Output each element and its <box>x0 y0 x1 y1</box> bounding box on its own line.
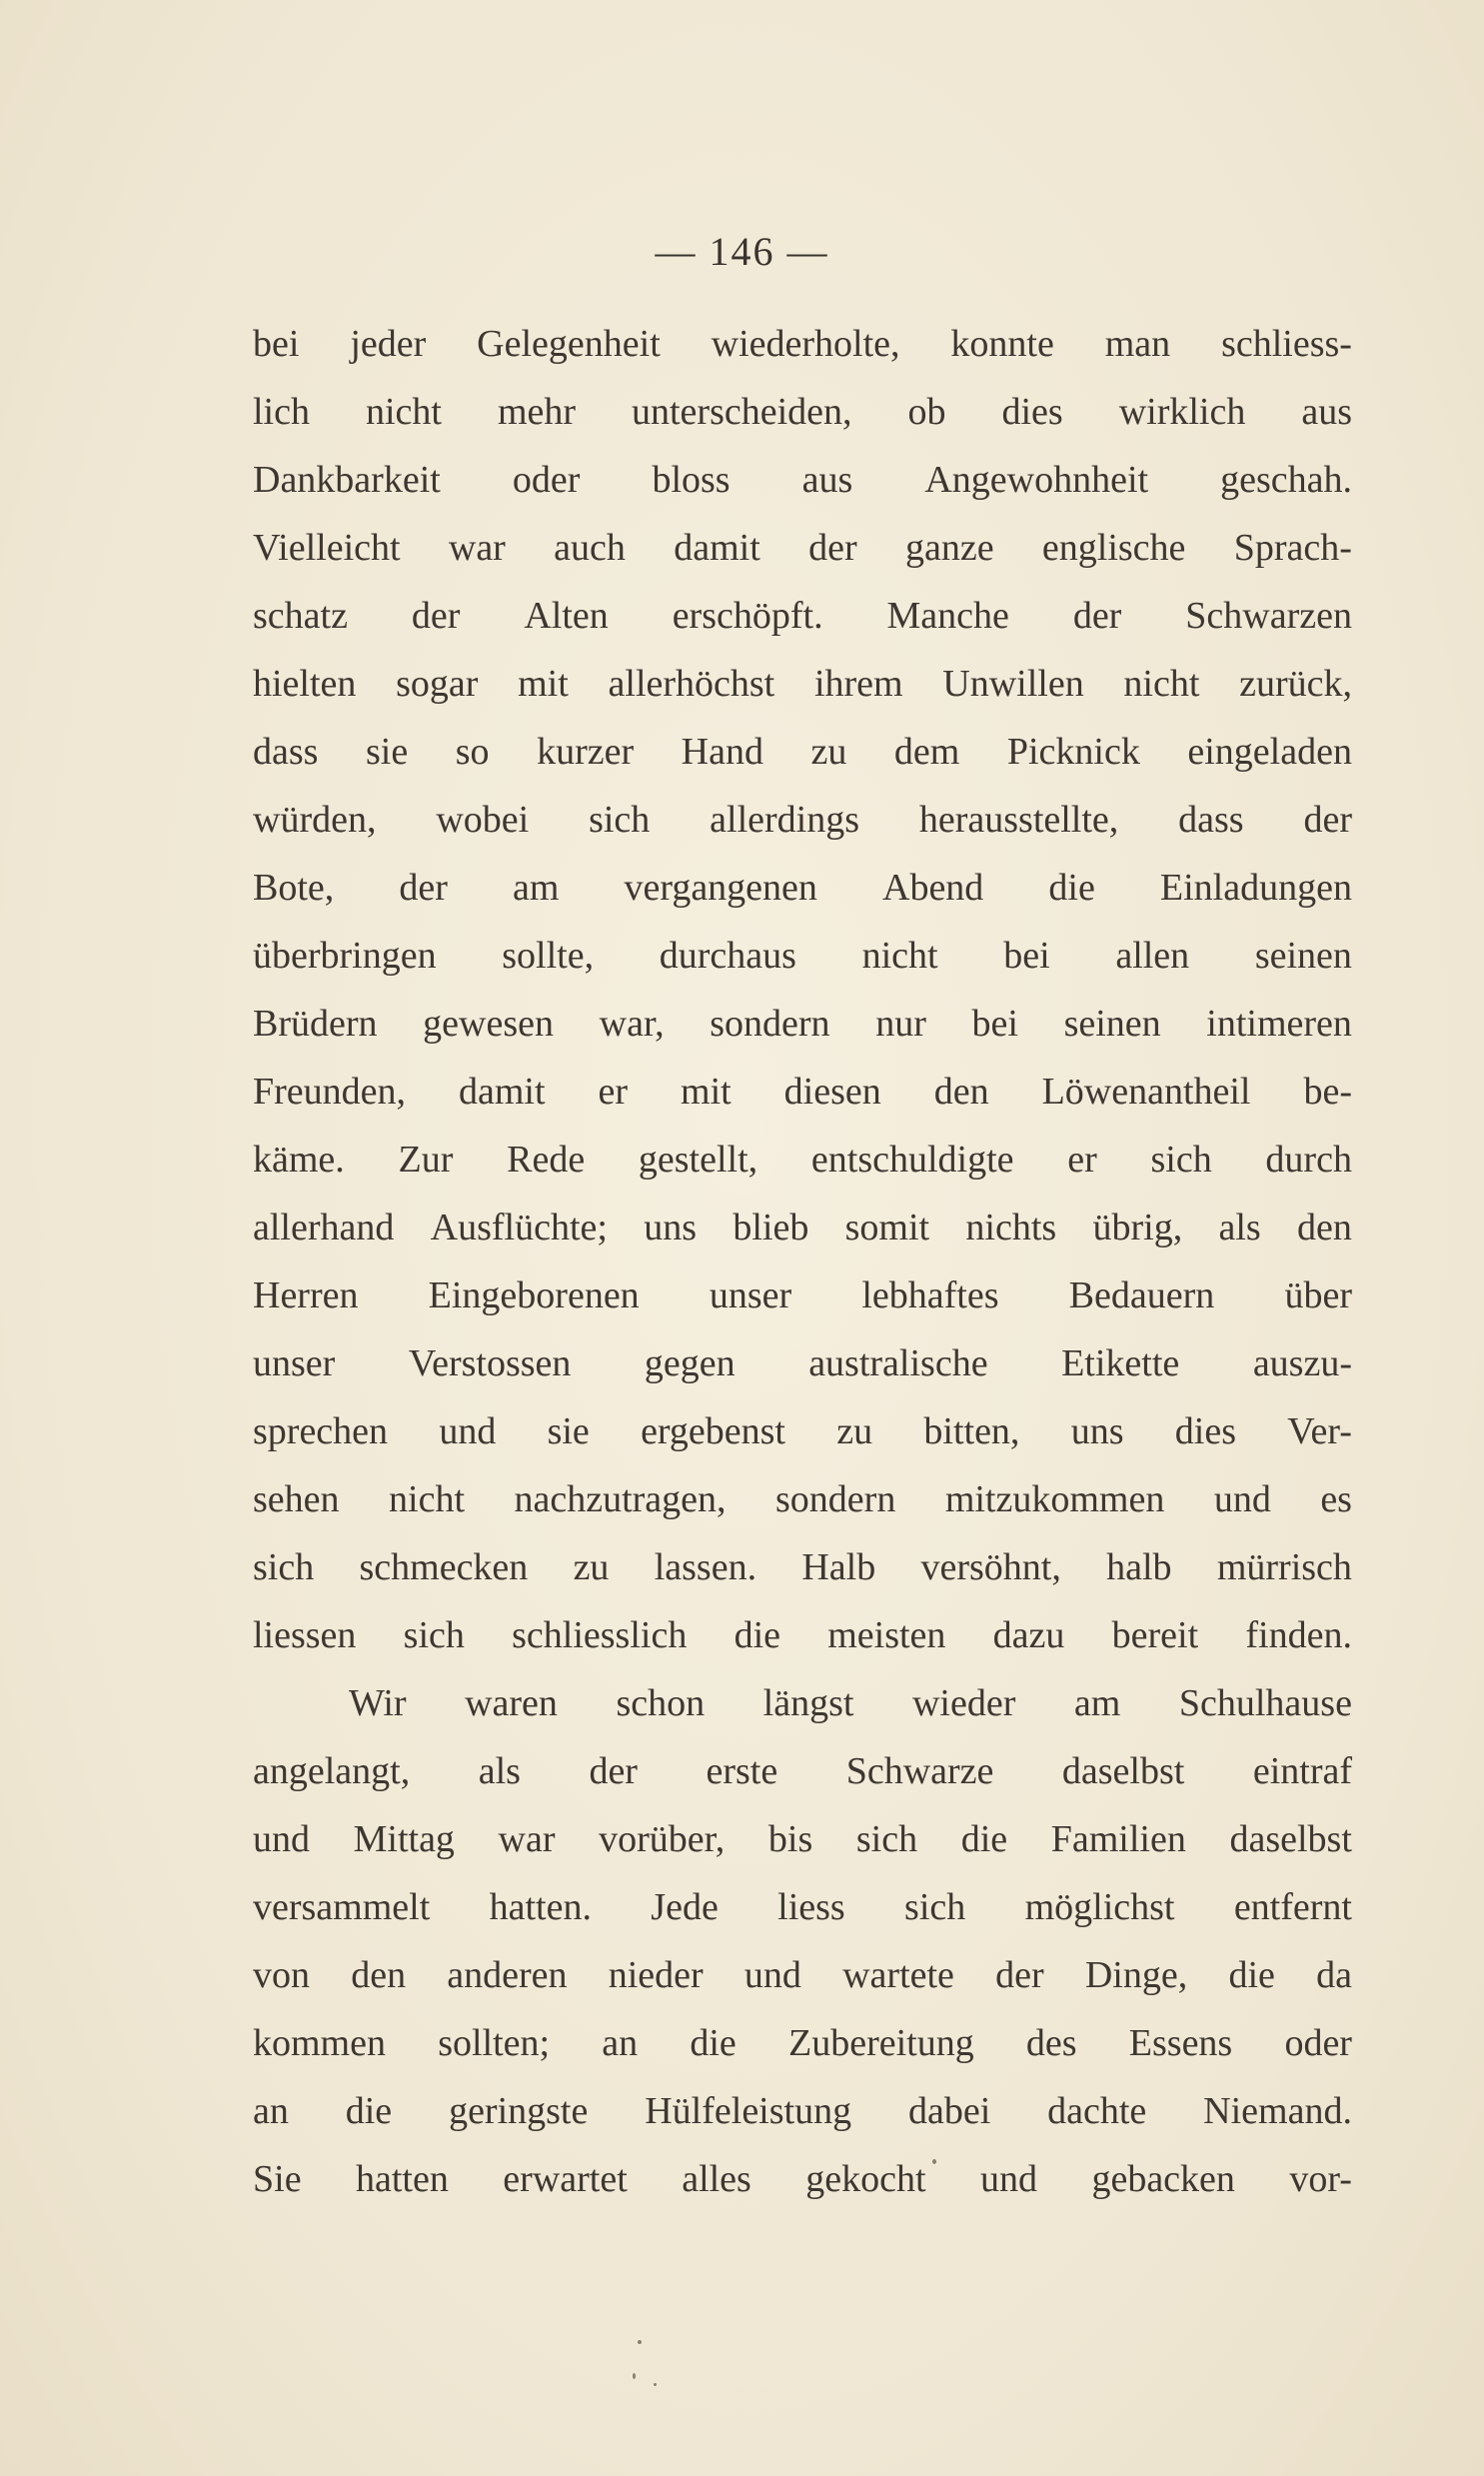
paper-speck <box>633 2373 636 2379</box>
text-line: hielten sogar mit allerhöchst ihrem Unwillen nicht zurück, <box>253 663 1352 705</box>
text-line: sich schmecken zu lassen. Halb versöhnt, halb mürrisch <box>253 1546 1352 1588</box>
text-line: kommen sollten; an die Zubereitung des Essens oder <box>253 2022 1352 2064</box>
paper-speck <box>932 2159 936 2164</box>
text-line: versammelt hatten. Jede liess sich möglichst entfernt <box>253 1886 1352 1928</box>
text-line: und Mittag war vorüber, bis sich die Familien daselbst <box>253 1818 1352 1860</box>
text-line: überbringen sollte, durchaus nicht bei allen seinen <box>253 935 1352 977</box>
text-line: Wir waren schon längst wieder am Schulhause <box>349 1682 1352 1724</box>
text-line: Sie hatten erwartet alles gekocht und gebacken vor- <box>253 2158 1352 2200</box>
text-line: schatz der Alten erschöpft. Manche der Schwarzen <box>253 595 1352 637</box>
text-line: Bote, der am vergangenen Abend die Einladungen <box>253 867 1352 909</box>
page-number-header: — 146 — <box>655 229 829 274</box>
body-text <box>253 310 1352 2213</box>
text-line: Freunden, damit er mit diesen den Löwenantheil be- <box>253 1071 1352 1113</box>
text-line: an die geringste Hülfeleistung dabei dachte Niemand. <box>253 2090 1352 2132</box>
text-line: angelangt, als der erste Schwarze daselbst eintraf <box>253 1750 1352 1792</box>
text-line: bei jeder Gelegenheit wiederholte, konnte man schliess- <box>253 323 1352 365</box>
text-line: Vielleicht war auch damit der ganze englische Sprach- <box>253 527 1352 569</box>
text-line: käme. Zur Rede gestellt, entschuldigte er sich durch <box>253 1139 1352 1181</box>
text-line: dass sie so kurzer Hand zu dem Picknick eingeladen <box>253 731 1352 773</box>
text-line: Brüdern gewesen war, sondern nur bei seinen intimeren <box>253 1003 1352 1045</box>
text-line: würden, wobei sich allerdings herausstellte, dass der <box>253 799 1352 841</box>
text-line: sprechen und sie ergebenst zu bitten, uns dies Ver- <box>253 1410 1352 1452</box>
text-line: Herren Eingeborenen unser lebhaftes Bedauern über <box>253 1274 1352 1316</box>
text-line: Dankbarkeit oder bloss aus Angewohnheit geschah. <box>253 459 1352 501</box>
text-line: sehen nicht nachzutragen, sondern mitzukommen und es <box>253 1478 1352 1520</box>
text-line: lich nicht mehr unterscheiden, ob dies wirklich aus <box>253 391 1352 433</box>
text-line: von den anderen nieder und wartete der Dinge, die da <box>253 1954 1352 1996</box>
text-line: liessen sich schliesslich die meisten dazu bereit finden. <box>253 1614 1352 1656</box>
text-line: allerhand Ausflüchte; uns blieb somit nichts übrig, als den <box>253 1207 1352 1248</box>
paper-speck <box>638 2340 642 2344</box>
text-line: unser Verstossen gegen australische Etikette auszu- <box>253 1342 1352 1384</box>
paper-speck <box>654 2383 657 2386</box>
